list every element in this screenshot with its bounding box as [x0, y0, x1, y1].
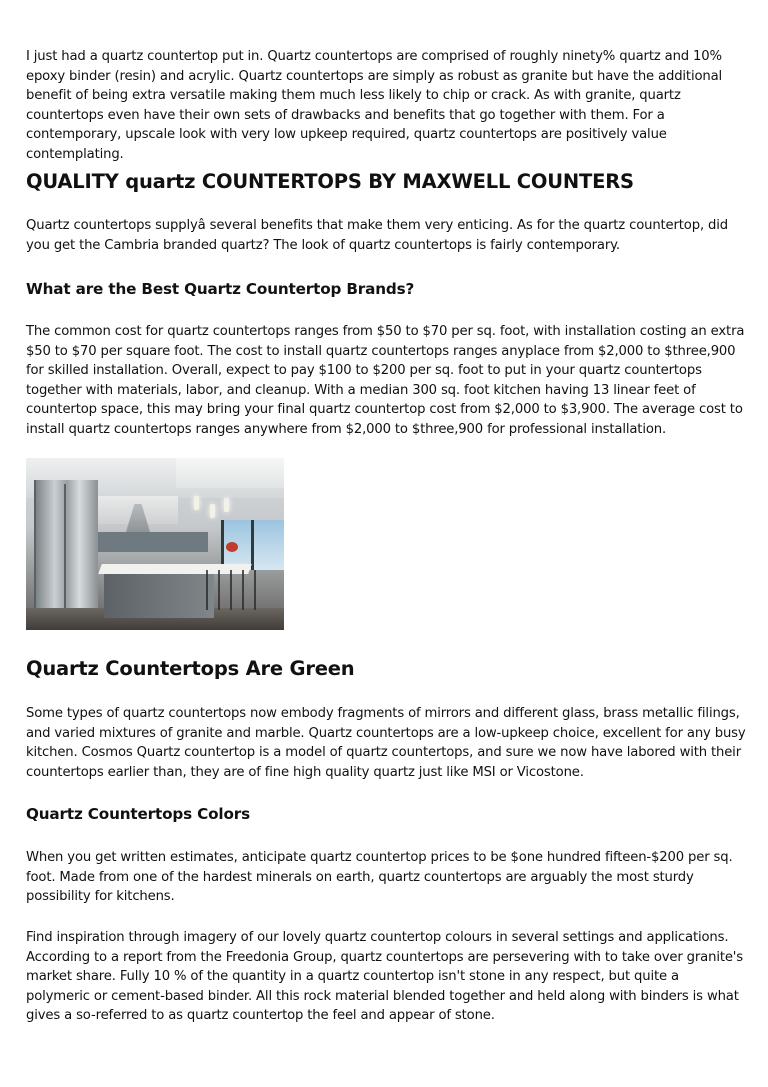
intro-paragraph: I just had a quartz countertop put in. Quartz countertops are comprised of roughly ninety% quartz and 10% epoxy binder (resin) and acrylic. Quartz countertops are simply as robust as granite but have the additional benefit of being extra versatile making them much less likely to chip or crack. As with granite, quartz countertops even have their own sets of drawbacks and benefits that go together with them. For a contemporary, upscale look with very low upkeep required, quartz countertops are positively value contemplating. — [26, 49, 723, 162]
colors-paragraph-1: When you get written estimates, anticipate quartz countertop prices to be $one hundred fifteen-$200 per sq. foot. Made from one of the hardest minerals on earth, quartz countertops are arguably the most sturdy possibility for kitchens. — [26, 850, 733, 905]
green-heading: Quartz Countertops Are Green — [26, 657, 355, 680]
brands-heading: What are the Best Quartz Countertop Brands? — [26, 280, 415, 298]
kitchen-photo — [26, 458, 284, 630]
maxwell-heading: QUALITY quartz COUNTERTOPS BY MAXWELL COUNTERS — [26, 170, 634, 193]
colors-heading: Quartz Countertops Colors — [26, 805, 250, 823]
cost-paragraph: The common cost for quartz countertops ranges from $50 to $70 per sq. foot, with installation costing an extra $50 to $70 per square foot. The cost to install quartz countertops ranges anyplace from $2,000 to $three,900 for skilled installation. Overall, expect to pay $100 to $200 per sq. foot to put in your quartz countertops together with materials, labor, and cleanup. With a median 300 sq. foot kitchen having 13 linear feet of countertop space, this may bring your final quartz countertop cost from $2,000 to $3,900. The average cost to install quartz countertops ranges anywhere from $2,000 to $three,900 for professional installation. — [26, 324, 745, 437]
colors-paragraph-2: Find inspiration through imagery of our lovely quartz countertop colours in several settings and applications. According to a report from the Freedonia Group, quartz countertops are persevering with to take over granite's market share. Fully 10 % of the quantity in a quartz countertop isn't stone in any respect, but quite a polymeric or cement-based binder. All this rock material blended together and held along with binders is what gives a so-referred to as quartz countertop the feel and appear of stone. — [26, 930, 744, 1024]
green-paragraph: Some types of quartz countertops now embody fragments of mirrors and different glass, brass metallic filings, and varied mixtures of granite and marble. Quartz countertops are a low-upkeep choice, excellent for any busy kitchen. Cosmos Quartz countertop is a model of quartz countertops, and sure we now have labored with their countertops earlier than, they are of fine high quality quartz just like MSI or Vicostone. — [26, 706, 746, 780]
maxwell-paragraph: Quartz countertops supplyâ several benefits that make them very enticing. As for the quartz countertop, did you get the Cambria branded quartz? The look of quartz countertops is fairly contemporary. — [26, 218, 728, 253]
